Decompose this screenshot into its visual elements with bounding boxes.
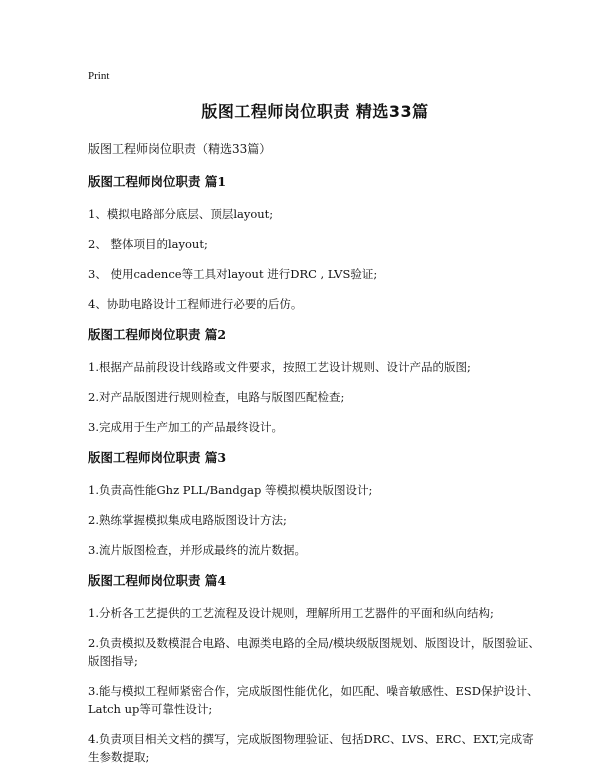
section-heading: 版图工程师岗位职责 篇4 <box>88 573 227 588</box>
list-item: 3.能与模拟工程师紧密合作，完成版图性能优化，如匹配、噪音敏感性、ESD保护设计、Latch up等可靠性设计; <box>88 684 539 716</box>
list-item: 2.熟练掌握模拟集成电路版图设计方法; <box>88 513 287 527</box>
list-item: 2.对产品版图进行规则检查，电路与版图匹配检查; <box>88 390 345 404</box>
section-heading: 版图工程师岗位职责 篇1 <box>88 174 227 189</box>
print-label[interactable]: Print <box>88 70 110 82</box>
list-item: 1、模拟电路部分底层、顶层layout; <box>88 207 274 221</box>
list-item: 4.负责项目相关文档的撰写，完成版图物理验证、包括DRC、LVS、ERC、EXT,完成寄生参数提取; <box>88 732 534 764</box>
list-item: 1.根据产品前段设计线路或文件要求，按照工艺设计规则、设计产品的版图; <box>88 360 471 374</box>
list-item: 2.负责模拟及数模混合电路、电源类电路的全局/模块级版图规划、版图设计，版图验证、版图指导; <box>88 636 540 668</box>
document-title: 版图工程师岗位职责 精选33篇 <box>201 102 429 121</box>
list-item: 4、协助电路设计工程师进行必要的后仿。 <box>88 297 303 311</box>
document-subtitle: 版图工程师岗位职责（精选33篇） <box>88 142 272 156</box>
section-heading: 版图工程师岗位职责 篇3 <box>88 450 227 465</box>
section-3 <box>88 448 542 559</box>
list-item: 2、 整体项目的layout; <box>88 237 208 251</box>
section-4 <box>88 571 542 766</box>
section-1 <box>88 172 542 313</box>
list-item: 1.分析各工艺提供的工艺流程及设计规则，理解所用工艺器件的平面和纵向结构; <box>88 606 494 620</box>
list-item: 3、 使用cadence等工具对layout 进行DRC , LVS验证; <box>88 267 378 281</box>
list-item: 3.完成用于生产加工的产品最终设计。 <box>88 420 283 434</box>
list-item: 1.负责高性能Ghz PLL/Bandgap 等模拟模块版图设计; <box>88 483 373 497</box>
section-2 <box>88 325 542 436</box>
section-heading: 版图工程师岗位职责 篇2 <box>88 327 227 342</box>
list-item: 3.流片版图检查，并形成最终的流片数据。 <box>88 543 306 557</box>
